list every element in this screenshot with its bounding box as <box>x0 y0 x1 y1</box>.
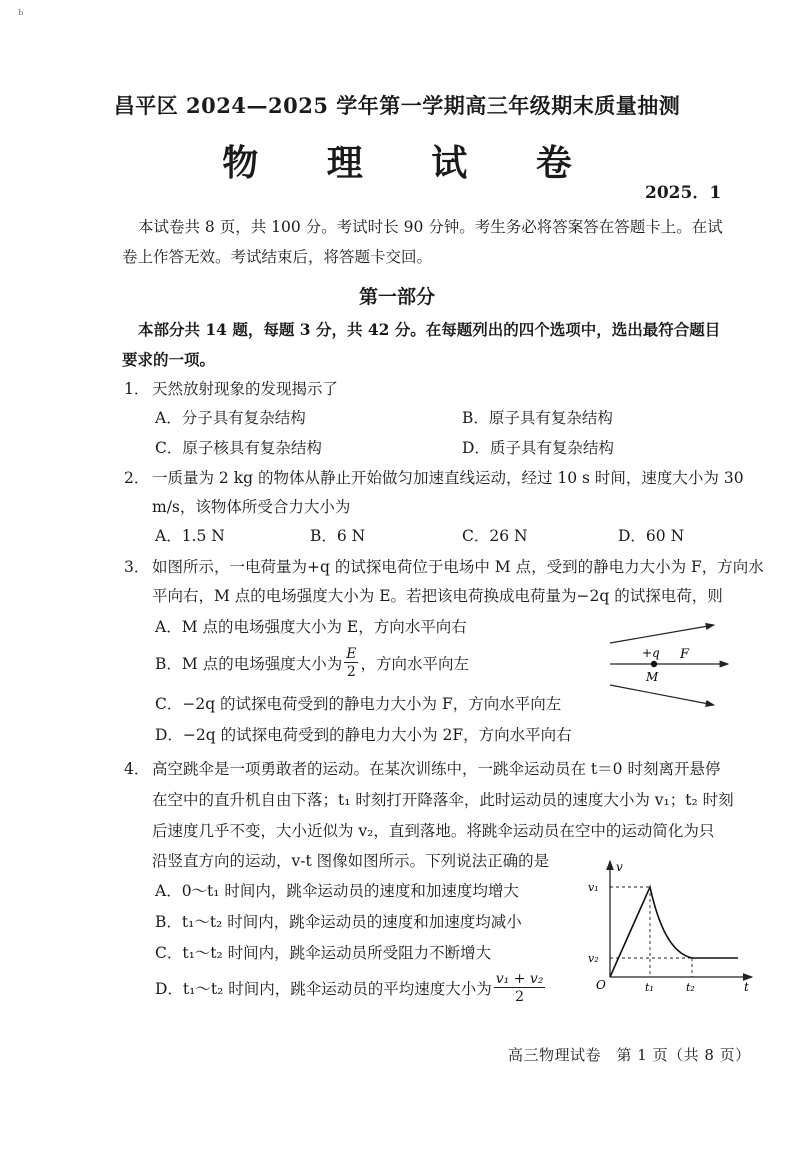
q2-option-b: B．6 N <box>310 527 366 545</box>
intro-line-2: 卷上作答无效。考试结束后，将答题卡交回。 <box>122 248 433 266</box>
q1-option-b: B．原子具有复杂结构 <box>462 409 613 427</box>
q4-option-d-label: D．t₁～t₂ 时间内，跳伞运动员的平均速度大小为 <box>155 980 492 998</box>
question-2-stem-2: m/s，该物体所受合力大小为 <box>152 498 351 516</box>
q2-option-a: A．1.5 N <box>155 527 225 545</box>
question-3-stem-1: 如图所示，一电荷量为+q 的试探电荷位于电场中 M 点，受到的静电力大小为 F，方向水 <box>152 558 764 576</box>
force-label: F <box>680 647 690 662</box>
electric-field-figure <box>600 615 735 707</box>
point-m-label: M <box>646 670 659 684</box>
q3-fraction-numerator: E <box>346 646 357 662</box>
exam-date: 2025．1 <box>645 183 722 203</box>
q3-option-b-label: B．M 点的电场强度大小为 <box>155 655 343 673</box>
question-3-number: 3． <box>124 558 150 576</box>
q4-option-c: C．t₁～t₂ 时间内，跳伞运动员所受阻力不断增大 <box>155 944 492 962</box>
corner-scan-mark: Ь <box>18 8 24 17</box>
section-instruction-2: 要求的一项。 <box>122 350 216 369</box>
velocity-time-graph <box>580 855 760 995</box>
charge-label: +q <box>642 646 660 660</box>
t1-label: t₁ <box>645 981 654 994</box>
question-1-number: 1． <box>124 380 150 398</box>
exam-header: 昌平区 2024—2025 学年第一学期高三年级期末质量抽测 <box>113 93 681 118</box>
t-axis-label: t <box>744 980 749 994</box>
q4-fraction-denominator: 2 <box>515 989 525 1005</box>
q3-option-b-fraction <box>344 647 358 679</box>
test-charge-point <box>651 661 657 667</box>
question-4-stem-3: 后速度几乎不变，大小近似为 v₂，直到落地。将跳伞运动员在空中的运动简化为只 <box>152 822 715 840</box>
question-4-stem-1: 高空跳伞是一项勇敢者的运动。在某次训练中，一跳伞运动员在 t＝0 时刻离开悬停 <box>152 760 721 778</box>
v-axis-label: v <box>616 860 623 874</box>
section-title: 第一部分 <box>358 286 435 308</box>
q4-option-d <box>155 972 547 1004</box>
intro-line-1: 本试卷共 8 页，共 100 分。考试时长 90 分钟。考生务必将答案答在答题卡上。在试 <box>138 218 723 236</box>
q2-option-d: D．60 N <box>618 527 685 545</box>
q2-option-c: C．26 N <box>462 527 528 545</box>
field-line-top <box>610 625 714 643</box>
question-1-stem: 天然放射现象的发现揭示了 <box>152 380 339 398</box>
q1-option-d: D．质子具有复杂结构 <box>462 439 614 457</box>
q1-option-a: A．分子具有复杂结构 <box>155 409 306 427</box>
q3-option-d: D．−2q 的试探电荷受到的静电力大小为 2F，方向水平向右 <box>155 726 572 744</box>
q4-option-d-fraction <box>494 972 546 1004</box>
q3-option-a: A．M 点的电场强度大小为 E，方向水平向右 <box>155 618 467 636</box>
page-title: 物 理 试 卷 <box>222 142 600 184</box>
q1-option-c: C．原子核具有复杂结构 <box>155 439 322 457</box>
origin-label: O <box>596 978 606 992</box>
question-2-stem-1: 一质量为 2 kg 的物体从静止开始做匀加速直线运动，经过 10 s 时间，速度大小为 30 <box>152 469 744 487</box>
question-2-number: 2． <box>124 469 150 487</box>
v2-label: v₂ <box>588 952 599 965</box>
v1-label: v₁ <box>588 881 599 894</box>
page-footer: 高三物理试卷 第 1 页（共 8 页） <box>508 1046 751 1064</box>
q4-option-b: B．t₁～t₂ 时间内，跳伞运动员的速度和加速度均减小 <box>155 913 522 931</box>
q3-option-b-tail: ，方向水平向左 <box>360 655 469 673</box>
question-4-stem-2: 在空中的直升机自由下落；t₁ 时刻打开降落伞，此时运动员的速度大小为 v₁；t₂ 时刻 <box>152 791 734 809</box>
field-line-bottom <box>610 685 714 705</box>
q4-option-a: A．0～t₁ 时间内，跳伞运动员的速度和加速度均增大 <box>155 882 519 900</box>
velocity-curve <box>610 887 738 977</box>
t2-label: t₂ <box>686 981 695 994</box>
section-instruction-1: 本部分共 14 题，每题 3 分，共 42 分。在每题列出的四个选项中，选出最符合题目 <box>138 320 721 339</box>
question-4-stem-4: 沿竖直方向的运动，v-t 图像如图所示。下列说法正确的是 <box>152 852 550 870</box>
q3-fraction-denominator: 2 <box>346 664 356 680</box>
q3-option-c: C．−2q 的试探电荷受到的静电力大小为 F，方向水平向左 <box>155 695 562 713</box>
question-3-stem-2: 平向右，M 点的电场强度大小为 E。若把该电荷换成电荷量为−2q 的试探电荷，则 <box>152 587 723 605</box>
q3-option-b <box>155 647 469 679</box>
question-4-number: 4． <box>124 760 150 778</box>
q4-fraction-numerator: v₁ + v₂ <box>495 971 544 987</box>
